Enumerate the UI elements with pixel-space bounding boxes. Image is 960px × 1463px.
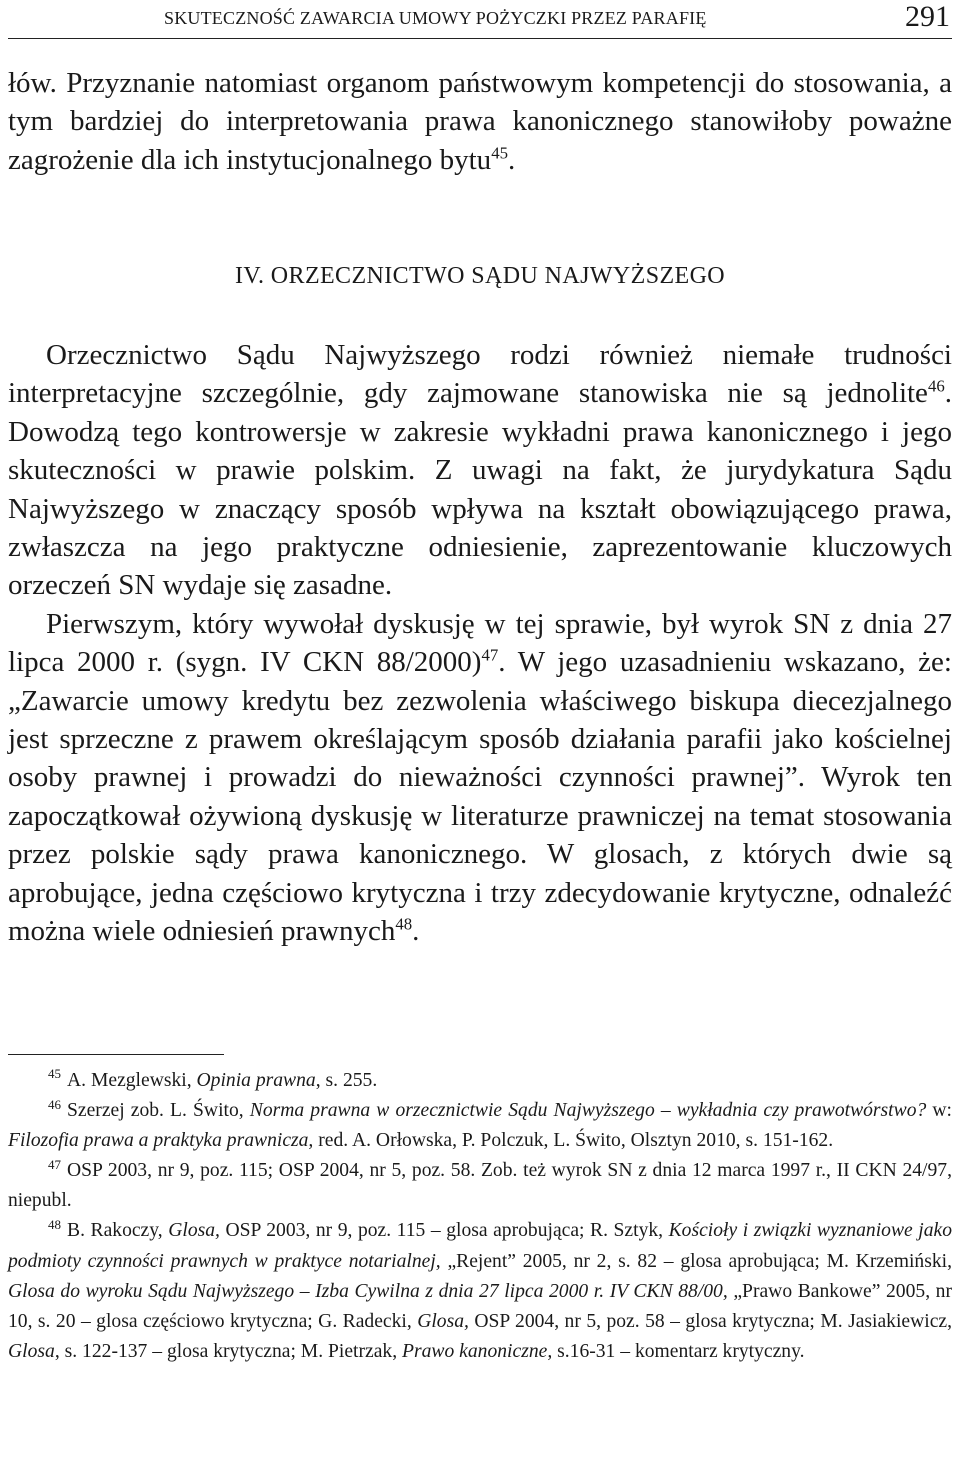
running-header <box>8 2 952 39</box>
footnote-separator <box>8 1054 224 1055</box>
footnote-48: $^{48}$ B. Rakoczy, Glosa, OSP 2003, nr 9, poz. 115 – glosa aprobująca; R. Sztyk, Kościoły i związki wyznaniowe jako podmioty czynności prawnych w praktyce notarialnej, „Rejent” 2005, nr 2, s. 82 – glosa aprobująca; M. Krzemiński, Glosa do wyroku Sądu Najwyższego – Izba Cywilna z dnia 27 lipca 2000 r. IV CKN 88/00, „Prawo Bankowe” 2005, nr 10, s. 20 – glosa częściowo krytyczna; G. Radecki, Glosa, OSP 2004, nr 5, poz. 58 – glosa krytyczna; M. Jasiakiewicz, Glosa, s. 122-137 – glosa krytyczna; M. Pietrzak, Prawo kanoniczne, s.16-31 – komentarz krytyczny. <box>8 1216 953 1362</box>
footnote-ref-45[interactable]: 45 <box>491 143 508 163</box>
intro-paragraph: łów. Przyznanie natomiast organom państwowym kompetencji do stosowania, a tym bardziej do interpretowania prawa kanonicznego stanowiłoby poważne zagrożenie dla ich instytucjonalnego bytu <box>8 67 952 176</box>
footnote-number: 45 <box>48 1066 61 1082</box>
footnotes <box>8 1066 952 1367</box>
footnote-47: $^{47}$ OSP 2003, nr 9, poz. 115; OSP 2004, nr 5, poz. 58. Zob. też wyrok SN z dnia 12 marca 1997 r., II CKN 24/97, niepubl. <box>8 1156 952 1212</box>
footnote-46: $^{46}$ Szerzej zob. L. Świto, Norma prawna w orzecznictwie Sądu Najwyższego – wykładnia czy prawotwórstwo? w: Filozofia prawa a praktyka prawnicza, red. A. Orłowska, P. Polczuk, L. Świto, Olsztyn 2010, s. 151-162. <box>8 1096 952 1152</box>
body-text <box>8 336 952 951</box>
intro-text: łów. Przyznanie natomiast organom państwowym kompetencji do stosowania, a tym bardziej do interpretowania prawa kanonicznego stanowiłoby poważne zagrożenie dla ich instytucjonalnego bytu$^{45}$. <box>8 67 952 176</box>
paragraph-2: Pierwszym, który wywołał dyskusję w tej sprawie, był wyrok SN z dnia 27 lipca 2000 r. (sygn. IV CKN 88/2000)$^{47}$. W jego uzasadnieniu wskazano, że: „Zawarcie umowy kredytu bez zezwolenia właściwego biskupa diecezjalnego jest sprzeczne z prawem określającym sposób działania parafii jako kościelnej osoby prawnej i prowadzi do nieważności czynności prawnej”. Wyrok ten zapoczątkował ożywioną dyskusję w literaturze prawniczej na temat stosowania przez polskie sądy prawa kanonicznego. W glosach, z których dwie są aprobujące, jedna częściowo krytyczna i trzy zdecydowanie krytyczne, odnaleźć można wiele odniesień prawnych$^{48}$. <box>8 607 952 948</box>
footnote-number: 48 <box>48 1216 61 1232</box>
section-heading: IV. ORZECZNICTWO SĄDU NAJWYŻSZEGO <box>234 263 726 289</box>
footnote-45: $^{45}$ A. Mezglewski, Opinia prawna, s. 255. <box>48 1066 378 1091</box>
footnote-ref-47[interactable]: 47 <box>481 645 499 665</box>
footnote-number: 46 <box>48 1096 61 1112</box>
page-number: 291 <box>905 0 950 33</box>
paragraph-1: Orzecznictwo Sądu Najwyższego rodzi również niemałe trudności interpretacyjne szczególnie, gdy zajmowane stanowiska nie są jednolite$^{46}$. Dowodzą tego kontrowersje w zakresie wykładni prawa kanonicznego i jego skuteczności w prawie polskim. Z uwagi na fakt, że jurydykatura Sądu Najwyższego w znaczący sposób wpływa na kształt obowiązującego prawa, zwłaszcza na jego praktyczne odniesienie, zaprezentowanie kluczowych orzeczeń SN wydaje się zasadne. <box>8 339 952 602</box>
running-title: SKUTECZNOŚĆ ZAWARCIA UMOWY POŻYCZKI PRZEZ PARAFIĘ <box>164 8 707 28</box>
footnote-ref-48[interactable]: 48 <box>395 914 413 934</box>
footnote-ref-46[interactable]: 46 <box>927 376 945 396</box>
footnote-number: 47 <box>48 1156 61 1172</box>
